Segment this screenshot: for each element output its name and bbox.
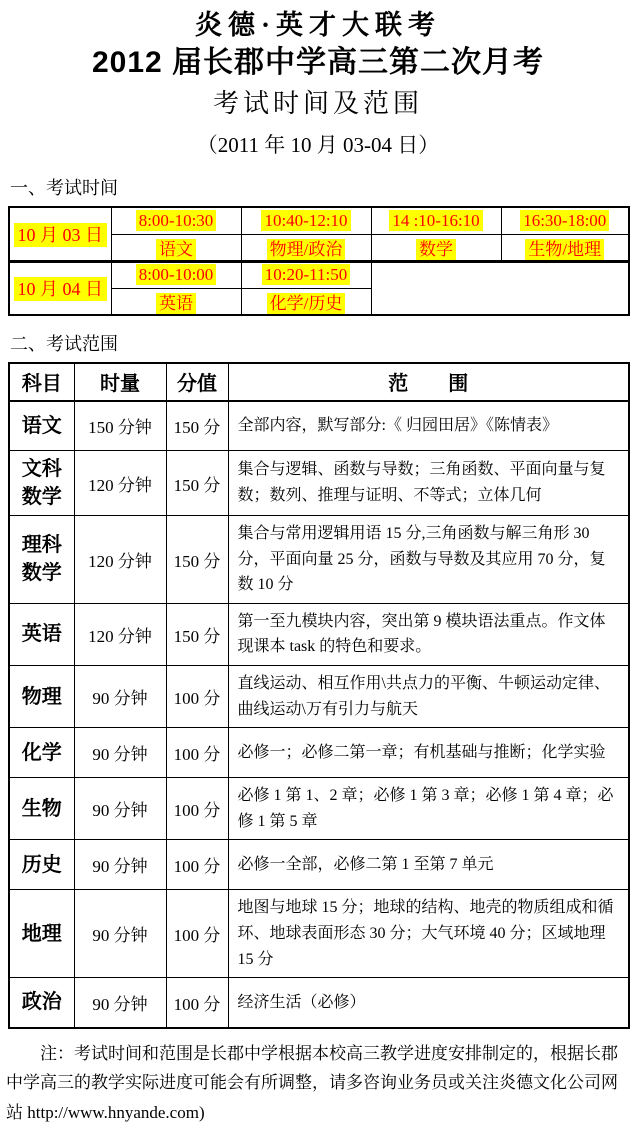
subject-cell: [111, 234, 241, 261]
subject-highlight: 化学/历史: [267, 293, 346, 314]
time-cell: [111, 207, 241, 234]
scope-cell: 经济生活（必修）: [228, 978, 629, 1028]
duration-cell: 120 分钟: [74, 451, 166, 516]
scope-table-row: [9, 728, 629, 778]
duration-cell: 150 分钟: [74, 401, 166, 451]
subject-highlight: 物理/政治: [267, 239, 346, 260]
scope-table-row: [9, 778, 629, 840]
time-highlight: 8:00-10:30: [136, 210, 217, 231]
duration-cell: 120 分钟: [74, 603, 166, 665]
scope-cell: 集合与常用逻辑用语 15 分,三角函数与解三角形 30 分，平面向量 25 分，函数与导数及其应用 70 分，复数 10 分: [228, 516, 629, 604]
subject-cell: 生物: [9, 778, 74, 840]
subtitle: 考试时间及范围: [212, 88, 423, 118]
empty-cell: [371, 261, 629, 315]
subject-cell: 理科数学: [9, 516, 74, 604]
subject-cell: 语文: [9, 401, 74, 451]
brand-title: 炎德·英才大联考: [194, 10, 441, 40]
footer-note: 注：考试时间和范围是长郡中学根据本校高三教学进度安排制定的，根据长郡中学高三的教学实际进度可能会有所调整，请多咨询业务员或关注炎德文化公司网站 http://www.hnyande.com): [6, 1043, 618, 1123]
duration-cell: 90 分钟: [74, 978, 166, 1028]
subject-highlight: 生物/地理: [525, 239, 604, 260]
scope-table-row: [9, 603, 629, 665]
time-highlight: 10:20-11:50: [262, 264, 350, 285]
scope-cell: 必修一；必修二第一章；有机基础与推断；化学实验: [228, 728, 629, 778]
exam-scope-table: [8, 362, 630, 1029]
subject-cell: [501, 234, 629, 261]
time-cell: [241, 261, 371, 288]
date-highlight: 10 月 03 日: [14, 223, 108, 247]
document-header: [0, 8, 636, 160]
subject-cell: [371, 234, 501, 261]
exam-schedule-table: [8, 206, 630, 316]
subject-cell: [241, 288, 371, 315]
section-label-exam-time: 一、考试时间: [10, 178, 118, 199]
time-highlight: 10:40-12:10: [261, 210, 350, 231]
scope-table-row: [9, 840, 629, 890]
duration-cell: 90 分钟: [74, 728, 166, 778]
date-cell-day1: [9, 207, 111, 261]
duration-cell: 90 分钟: [74, 840, 166, 890]
time-cell: [111, 261, 241, 288]
scope-table-row: [9, 451, 629, 516]
scope-cell: 集合与逻辑、函数与导数；三角函数、平面向量与复数；数列、推理与证明、不等式；立体几何: [228, 451, 629, 516]
subject-cell: 物理: [9, 666, 74, 728]
scope-cell: 第一至九模块内容，突出第 9 模块语法重点。作文体现课本 task 的特色和要求。: [228, 603, 629, 665]
scope-cell: 必修 1 第 1、2 章；必修 1 第 3 章；必修 1 第 4 章；必修 1 第 5 章: [228, 778, 629, 840]
time-cell: [371, 207, 501, 234]
score-cell: 100 分: [166, 666, 228, 728]
subject-cell: 化学: [9, 728, 74, 778]
scope-table-row: [9, 890, 629, 978]
scope-table-row: [9, 666, 629, 728]
subject-cell: 英语: [9, 603, 74, 665]
date-cell-day2: [9, 261, 111, 315]
subject-cell: 文科数学: [9, 451, 74, 516]
scope-table-row: [9, 978, 629, 1028]
date-line: （2011 年 10 月 03-04 日）: [196, 132, 440, 157]
score-cell: 150 分: [166, 516, 228, 604]
score-cell: 100 分: [166, 778, 228, 840]
subject-highlight: 数学: [416, 239, 456, 260]
score-cell: 150 分: [166, 451, 228, 516]
subject-cell: 历史: [9, 840, 74, 890]
duration-cell: 90 分钟: [74, 778, 166, 840]
subject-cell: 地理: [9, 890, 74, 978]
header-score: 分值: [166, 363, 228, 401]
score-cell: 100 分: [166, 890, 228, 978]
scope-cell: 必修一全部，必修二第 1 至第 7 单元: [228, 840, 629, 890]
duration-cell: 90 分钟: [74, 890, 166, 978]
score-cell: 100 分: [166, 728, 228, 778]
time-highlight: 8:00-10:00: [136, 264, 217, 285]
duration-cell: 120 分钟: [74, 516, 166, 604]
page-title: 2012 届长郡中学高三第二次月考: [91, 46, 545, 80]
date-highlight: 10 月 04 日: [14, 277, 108, 301]
time-cell: [501, 207, 629, 234]
subject-highlight: 语文: [156, 239, 196, 260]
scope-table-row: [9, 401, 629, 451]
subject-cell: [241, 234, 371, 261]
header-scope: 范 围: [228, 363, 629, 401]
score-cell: 150 分: [166, 401, 228, 451]
schedule-row-day1-times: [9, 207, 629, 234]
time-highlight: 16:30-18:00: [520, 210, 609, 231]
scope-cell: 全部内容，默写部分:《 归园田居》《陈情表》: [228, 401, 629, 451]
header-duration: 时量: [74, 363, 166, 401]
score-cell: 100 分: [166, 978, 228, 1028]
header-subject: 科目: [9, 363, 74, 401]
scope-table-row: [9, 516, 629, 604]
time-cell: [241, 207, 371, 234]
section-label-exam-scope: 二、考试范围: [10, 333, 118, 354]
subject-cell: [111, 288, 241, 315]
scope-cell: 地图与地球 15 分；地球的结构、地壳的物质组成和循环、地球表面形态 30 分；大气环境 40 分；区域地理 15 分: [228, 890, 629, 978]
duration-cell: 90 分钟: [74, 666, 166, 728]
subject-cell: 政治: [9, 978, 74, 1028]
subject-highlight: 英语: [156, 293, 196, 314]
score-cell: 150 分: [166, 603, 228, 665]
schedule-row-day2-times: [9, 261, 629, 288]
scope-cell: 直线运动、相互作用\共点力的平衡、牛顿运动定律、曲线运动\万有引力与航天: [228, 666, 629, 728]
scope-table-header-row: [9, 363, 629, 401]
score-cell: 100 分: [166, 840, 228, 890]
time-highlight: 14 :10-16:10: [389, 210, 482, 231]
